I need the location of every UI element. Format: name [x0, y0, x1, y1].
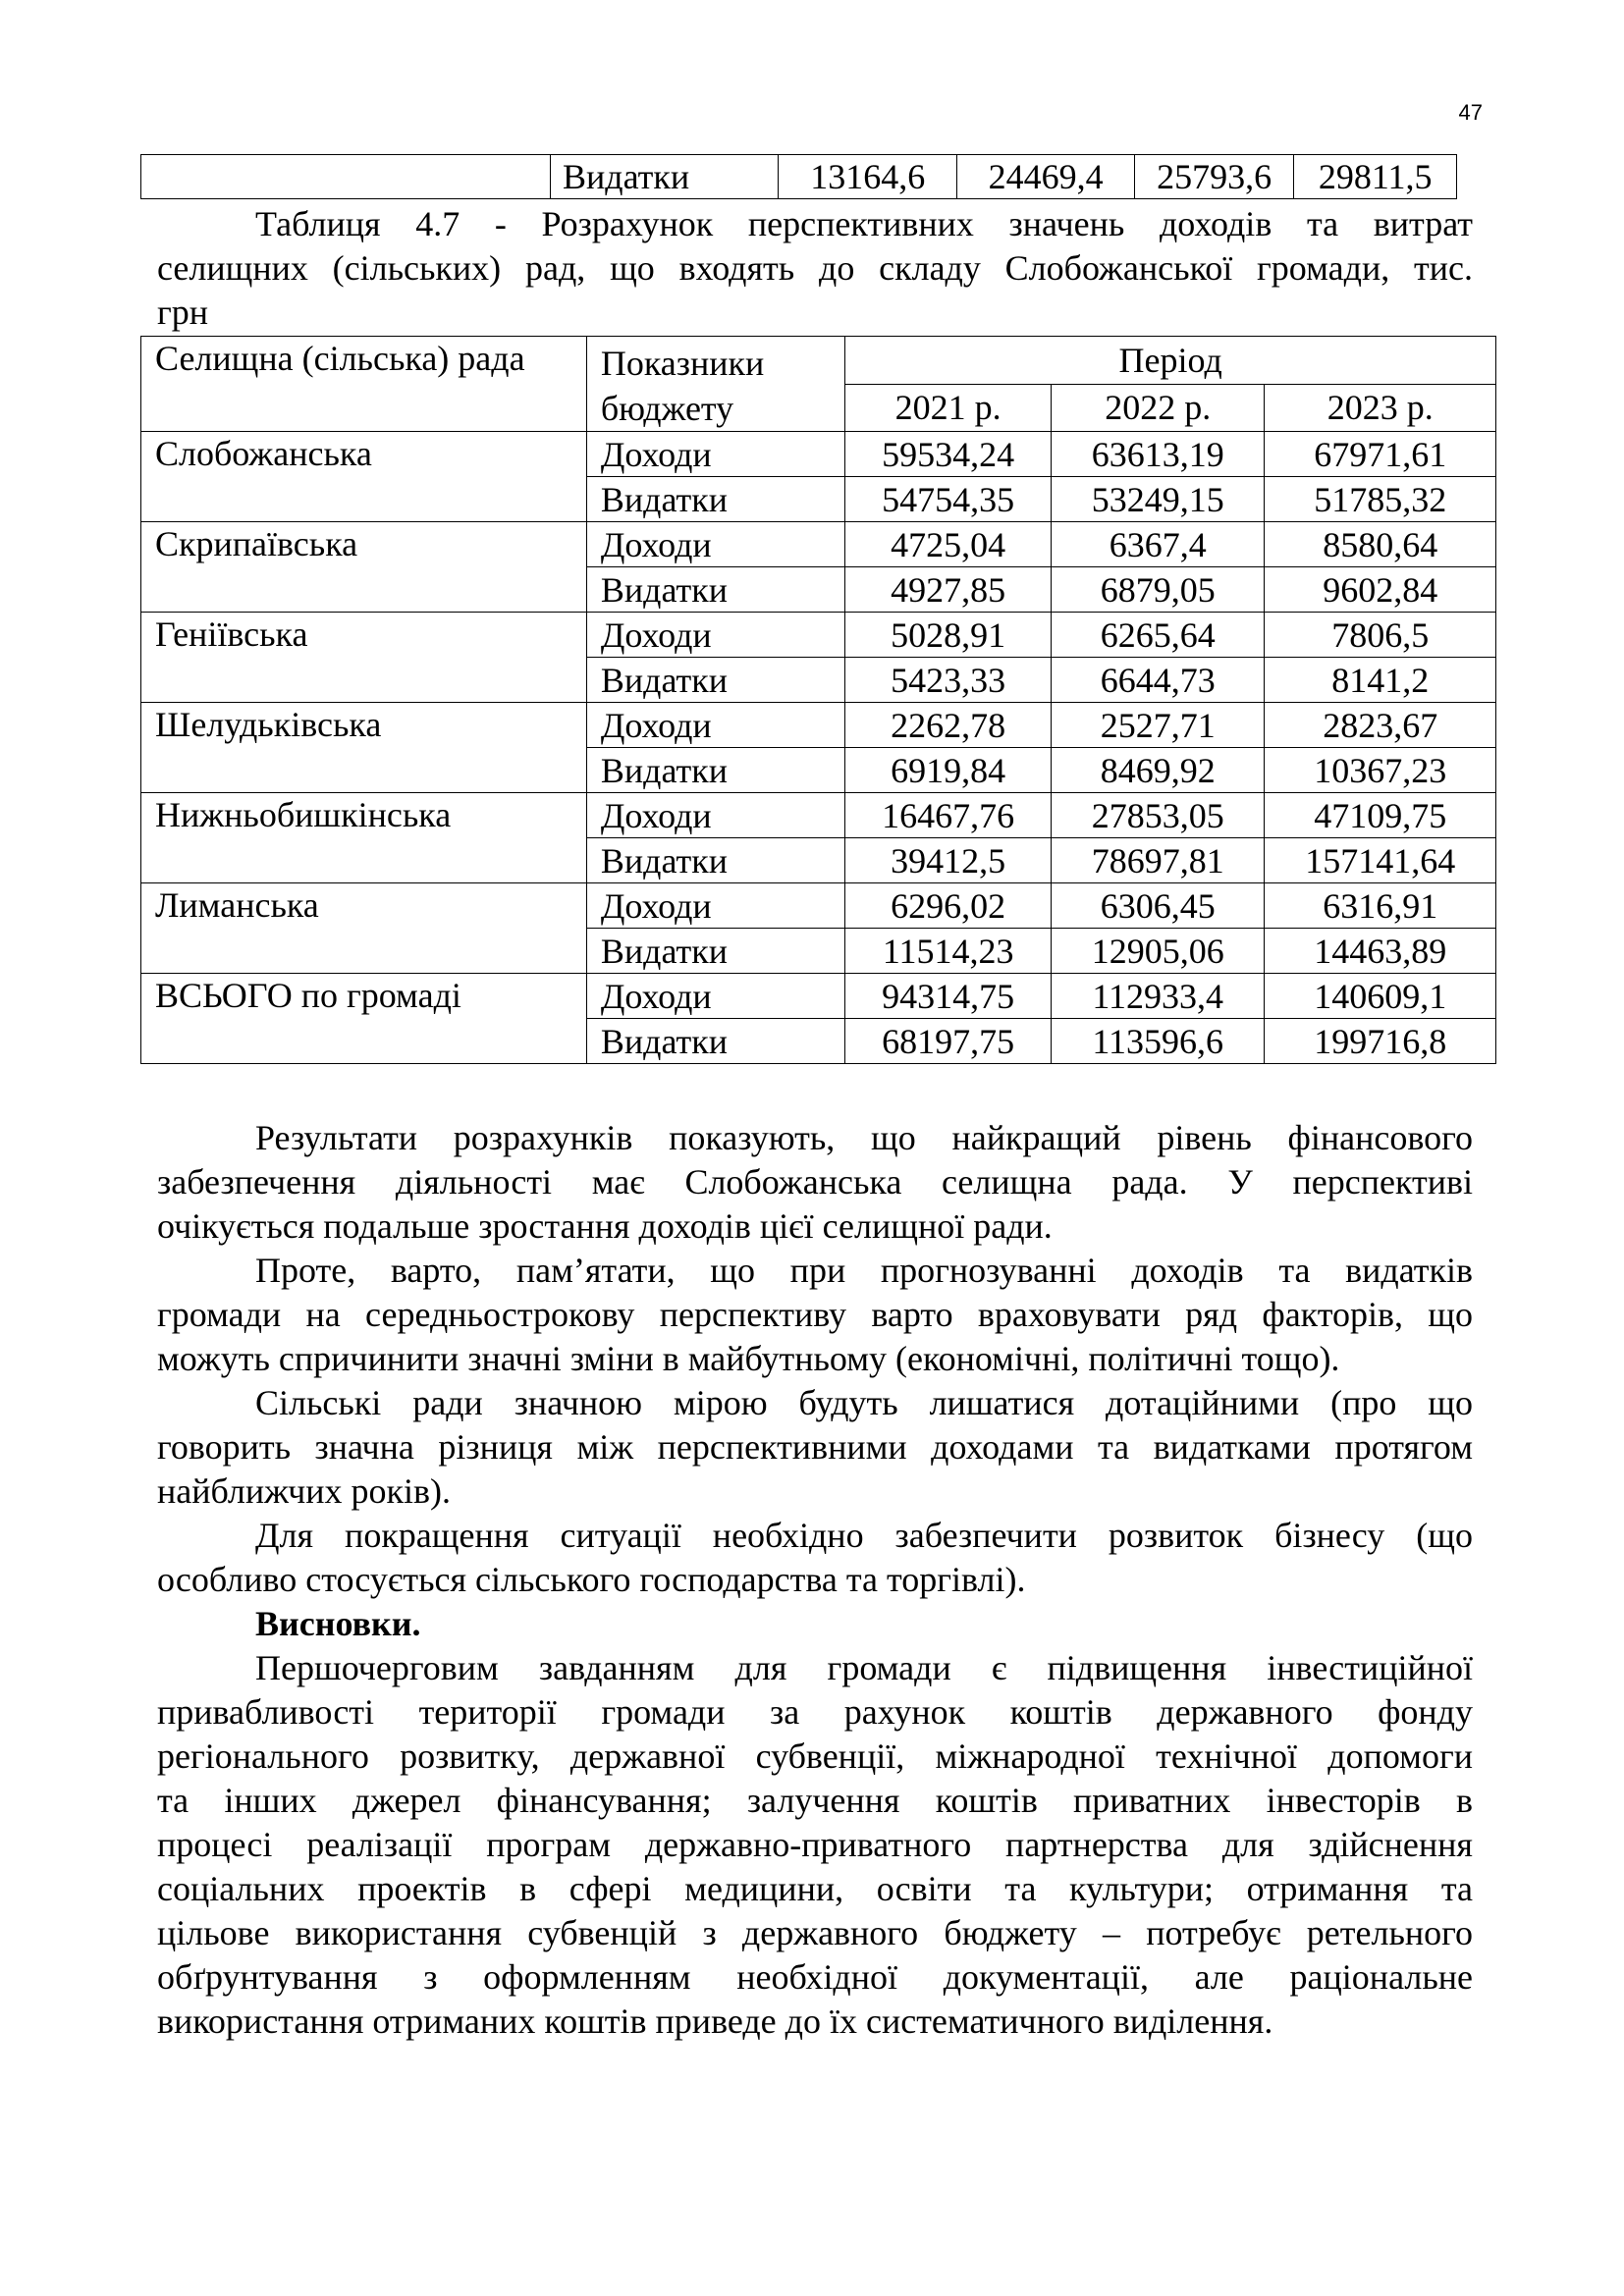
value-cell: 68197,75 [845, 1019, 1052, 1064]
council-name-cell: Скрипаївська [141, 522, 587, 613]
paragraph-line: очікується подальше зростання доходів цієї селищної ради. [157, 1206, 1053, 1246]
paragraph-line: громади на середньострокову перспективу варто враховувати ряд факторів, що [157, 1295, 1473, 1334]
paragraph-line: можуть спричинити значні зміни в майбутньому (економічні, політичні тощо). [157, 1339, 1340, 1378]
value-cell: 54754,35 [845, 477, 1052, 522]
value-cell: 157141,64 [1265, 838, 1496, 883]
paragraph [157, 1249, 1473, 1381]
value-cell: 59534,24 [845, 432, 1052, 477]
caption-line: грн [157, 293, 209, 332]
paragraph-line: цільове використання субвенцій з державного бюджету – потребує ретельного [157, 1913, 1473, 1952]
table-row [141, 793, 1496, 838]
paragraph-line: процесі реалізації програм державно-приватного партнерства для здійснення [157, 1825, 1473, 1864]
table-header-row [141, 337, 1496, 385]
conclusions-paragraph [157, 1646, 1473, 2044]
value-cell: 6367,4 [1051, 522, 1265, 567]
indicator-cell: Доходи [586, 703, 844, 748]
paragraph-line: регіонального розвитку, державної субвенції, міжнародної технічної допомоги [157, 1736, 1473, 1776]
value-cell: 63613,19 [1051, 432, 1265, 477]
indicator-cell: Видатки [586, 929, 844, 974]
page-number: 47 [1458, 100, 1483, 125]
value-cell: 14463,89 [1265, 929, 1496, 974]
council-name-cell: Шелудьківська [141, 703, 587, 793]
table-row [141, 703, 1496, 748]
value-cell: 39412,5 [845, 838, 1052, 883]
indicator-cell: Видатки [586, 567, 844, 613]
value-cell: 78697,81 [1051, 838, 1265, 883]
header-period: Період [845, 337, 1496, 385]
council-name-cell: Лиманська [141, 883, 587, 974]
council-name-cell: Слобожанська [141, 432, 587, 522]
table-cell-value: 13164,6 [779, 155, 957, 199]
value-cell: 112933,4 [1051, 974, 1265, 1019]
value-cell: 4725,04 [845, 522, 1052, 567]
paragraph-line: Результати розрахунків показують, що найкращий рівень фінансового [255, 1118, 1473, 1157]
value-cell: 4927,85 [845, 567, 1052, 613]
value-cell: 199716,8 [1265, 1019, 1496, 1064]
value-cell: 6306,45 [1051, 883, 1265, 929]
table-cell-value: 25793,6 [1134, 155, 1294, 199]
body-text [157, 1116, 1473, 2044]
header-year: 2021 р. [845, 384, 1052, 432]
value-cell: 5423,33 [845, 658, 1052, 703]
value-cell: 11514,23 [845, 929, 1052, 974]
value-cell: 8469,92 [1051, 748, 1265, 793]
paragraph-line: привабливості території громади за рахунок коштів державного фонду [157, 1692, 1473, 1732]
table-row [141, 974, 1496, 1019]
value-cell: 6879,05 [1051, 567, 1265, 613]
value-cell: 6296,02 [845, 883, 1052, 929]
header-year: 2023 р. [1265, 384, 1496, 432]
previous-table-continuation [140, 154, 1457, 199]
caption-line: Таблиця 4.7 - Розрахунок перспективних значень доходів та витрат [255, 204, 1473, 243]
table-cell-label: Видатки [550, 155, 778, 199]
paragraph-line: використання отриманих коштів приведе до їх систематичного виділення. [157, 2002, 1273, 2041]
value-cell: 5028,91 [845, 613, 1052, 658]
indicator-cell: Доходи [586, 793, 844, 838]
value-cell: 27853,05 [1051, 793, 1265, 838]
paragraph-line: Проте, варто, пам’ятати, що при прогнозуванні доходів та видатків [255, 1251, 1473, 1290]
indicator-cell: Доходи [586, 432, 844, 477]
value-cell: 94314,75 [845, 974, 1052, 1019]
value-cell: 2823,67 [1265, 703, 1496, 748]
indicator-cell: Видатки [586, 1019, 844, 1064]
value-cell: 53249,15 [1051, 477, 1265, 522]
paragraph-line: найближчих років). [157, 1471, 451, 1511]
table-row [141, 155, 1457, 199]
value-cell: 7806,5 [1265, 613, 1496, 658]
paragraph-line: говорить значна різниця між перспективними доходами та видатками протягом [157, 1427, 1473, 1467]
caption-line: селищних (сільських) рад, що входять до складу Слобожанської громади, тис. [157, 248, 1473, 288]
indicator-cell: Видатки [586, 838, 844, 883]
indicator-cell: Видатки [586, 658, 844, 703]
indicator-cell: Видатки [586, 748, 844, 793]
header-indicator-line: бюджету [600, 389, 734, 428]
council-name-cell: ВСЬОГО по громаді [141, 974, 587, 1064]
table-row [141, 613, 1496, 658]
paragraph-line: особливо стосується сільського господарства та торгівлі). [157, 1560, 1026, 1599]
paragraph-line: обґрунтування з оформленням необхідної документації, але раціональне [157, 1957, 1473, 1997]
paragraph [157, 1514, 1473, 1602]
header-indicator [586, 337, 844, 432]
paragraph [157, 1381, 1473, 1514]
paragraph-line: Для покращення ситуації необхідно забезпечити розвиток бізнесу (що [255, 1516, 1473, 1555]
indicator-cell: Доходи [586, 522, 844, 567]
paragraph-line: та інших джерел фінансування; залучення коштів приватних інвесторів в [157, 1781, 1473, 1820]
paragraph [157, 1116, 1473, 1249]
council-name-cell: Геніївська [141, 613, 587, 703]
paragraph-line: соціальних проектів в сфері медицини, освіти та культури; отримання та [157, 1869, 1473, 1908]
value-cell: 2527,71 [1051, 703, 1265, 748]
indicator-cell: Доходи [586, 883, 844, 929]
paragraph-line: Першочерговим завданням для громади є підвищення інвестиційної [255, 1648, 1473, 1687]
table-caption [157, 202, 1473, 335]
conclusions-heading: Висновки. [255, 1604, 421, 1643]
value-cell: 67971,61 [1265, 432, 1496, 477]
table-row [141, 522, 1496, 567]
value-cell: 8141,2 [1265, 658, 1496, 703]
table-row [141, 432, 1496, 477]
table-cell-empty [141, 155, 551, 199]
value-cell: 51785,32 [1265, 477, 1496, 522]
indicator-cell: Доходи [586, 974, 844, 1019]
indicator-cell: Видатки [586, 477, 844, 522]
value-cell: 10367,23 [1265, 748, 1496, 793]
table-cell-value: 24469,4 [957, 155, 1134, 199]
paragraph-line: Сільські ради значною мірою будуть лишатися дотаційними (про що [255, 1383, 1473, 1422]
council-name-cell: Нижньобишкінська [141, 793, 587, 883]
table-row [141, 883, 1496, 929]
value-cell: 140609,1 [1265, 974, 1496, 1019]
paragraph-line: забезпечення діяльності має Слобожанська селищна рада. У перспективі [157, 1162, 1473, 1201]
value-cell: 16467,76 [845, 793, 1052, 838]
value-cell: 6644,73 [1051, 658, 1265, 703]
value-cell: 8580,64 [1265, 522, 1496, 567]
value-cell: 6316,91 [1265, 883, 1496, 929]
header-council: Селищна (сільська) рада [141, 337, 587, 432]
value-cell: 113596,6 [1051, 1019, 1265, 1064]
value-cell: 9602,84 [1265, 567, 1496, 613]
value-cell: 6919,84 [845, 748, 1052, 793]
table-cell-value: 29811,5 [1294, 155, 1457, 199]
value-cell: 2262,78 [845, 703, 1052, 748]
value-cell: 6265,64 [1051, 613, 1265, 658]
value-cell: 47109,75 [1265, 793, 1496, 838]
table-body [141, 432, 1496, 1064]
budget-forecast-table [140, 336, 1496, 1064]
indicator-cell: Доходи [586, 613, 844, 658]
header-indicator-line: Показники [600, 344, 765, 383]
value-cell: 12905,06 [1051, 929, 1265, 974]
header-year: 2022 р. [1051, 384, 1265, 432]
